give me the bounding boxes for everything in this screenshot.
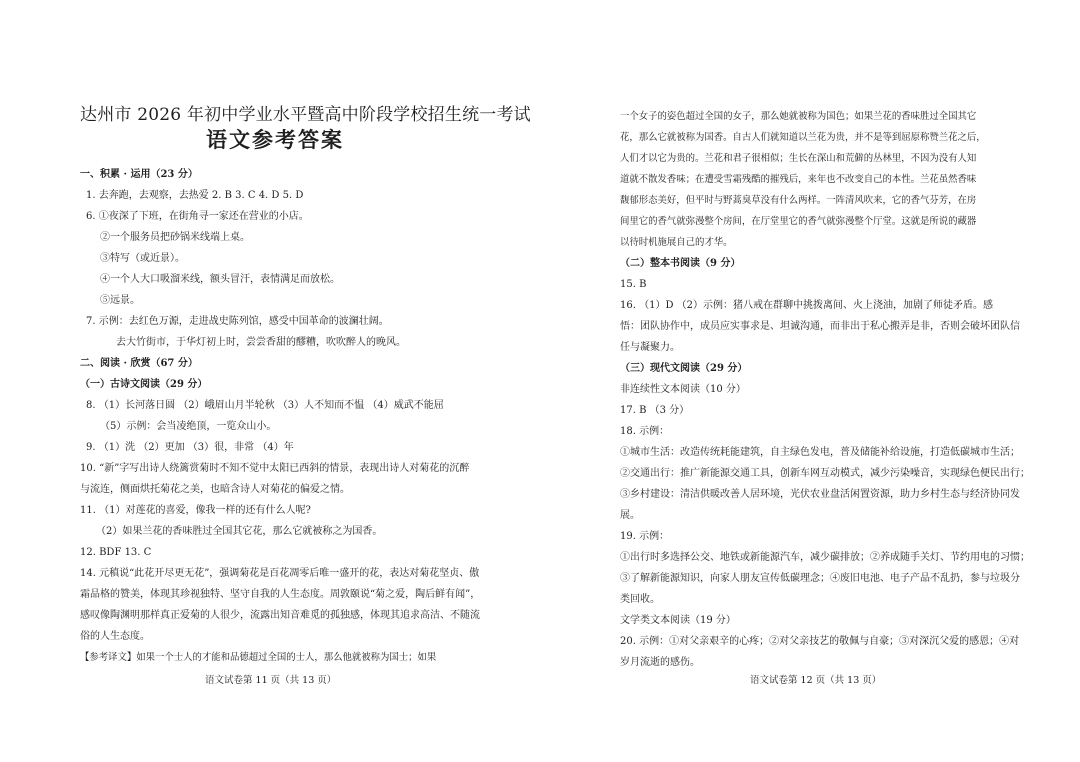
answer-line: 展。 <box>620 510 640 521</box>
answer-line: ③乡村建设：清洁供暖改善人居环境，光伏农业盘活闲置资源，助力乡村生态与经济协同发 <box>620 489 1020 500</box>
answer-line: 1. 去奔跑，去观察，去热爱 2. B 3. C 4. D 5. D <box>86 190 304 201</box>
translation-line: 道就不散发香味；在遭受雪霜残酷的摧残后，来年也不改变自己的本性。兰花虽然香味 <box>620 174 977 185</box>
subsection-heading: （三）现代文阅读（29 分） <box>620 363 748 374</box>
answer-key-title: 语文参考答案 <box>206 127 344 152</box>
answer-line: 9. （1）洗 （2）更加 （3）很，非常 （4）年 <box>86 442 294 453</box>
answer-line: 去大竹街市，于华灯初上时，尝尝香甜的醪糟，吹吹醉人的晚风。 <box>116 337 406 348</box>
page-footer: 语文试卷第 11 页（共 13 页） <box>205 675 337 686</box>
exam-title: 达州市 2026 年初中学业水平暨高中阶段学校招生统一考试 <box>80 105 531 125</box>
subsection-heading: （二）整本书阅读（9 分） <box>620 258 741 269</box>
answer-line: 16. （1）D （2）示例：猪八戒在群聊中挑拨离间、火上浇油，加剧了师徒矛盾。感 <box>620 300 994 311</box>
answer-line: ②交通出行：推广新能源交通工具，创新车网互动模式，减少污染噪音，实现绿色便民出行； <box>620 468 1030 479</box>
translation-line: 一个女子的姿色超过全国的女子，那么她就被称为国色；如果兰花的香味胜过全国其它 <box>620 111 977 122</box>
answer-line: ①出行时多选择公交、地铁或新能源汽车，减少碳排放；②养成随手关灯、节约用电的习惯； <box>620 552 1030 563</box>
answer-line: 悟：团队协作中，成员应实事求是、坦诚沟通，而非出于私心搬弄是非，否则会破坏团队信 <box>620 321 1020 332</box>
answer-line: 19. 示例： <box>620 531 670 542</box>
answer-line: 文学类文本阅读（19 分） <box>620 615 736 626</box>
answer-line: ④一个人大口吸溜米线，额头冒汗，表情满足而放松。 <box>100 274 340 285</box>
answer-line: ③特写（或近景）。 <box>100 253 185 264</box>
answer-line: 非连续性文本阅读（10 分） <box>620 384 746 395</box>
right-page <box>540 0 1080 762</box>
answer-line: 12. BDF 13. C <box>80 547 152 558</box>
answer-line: 任与凝聚力。 <box>620 342 680 353</box>
answer-line: 20. 示例：①对父亲艰辛的心疼；②对父亲技艺的敬佩与自豪；③对深沉父爱的感恩；④对 <box>620 636 1020 647</box>
answer-line: 11. （1）对莲花的喜爱，像我一样的还有什么人呢? <box>80 505 311 516</box>
answer-line: 与流连，侧面烘托菊花之美，也暗含诗人对菊花的偏爱之情。 <box>80 484 350 495</box>
translation-line: 以待时机施展自己的才华。 <box>620 237 733 248</box>
answer-line: 6. ①夜深了下班，在街角寻一家还在营业的小店。 <box>86 211 309 222</box>
section-heading: 一、积累 · 运用（23 分） <box>80 169 198 180</box>
answer-line: 俗的人生态度。 <box>80 631 150 642</box>
answer-line: 类回收。 <box>620 594 660 605</box>
answer-line: 岁月流逝的感伤。 <box>620 657 700 668</box>
page-footer: 语文试卷第 12 页（共 13 页） <box>750 675 882 686</box>
answer-line: （2）如果兰花的香味胜过全国其它花，那么它就被称之为国香。 <box>96 526 383 537</box>
subsection-heading: （一）古诗文阅读（29 分） <box>80 379 208 390</box>
answer-line: 18. 示例： <box>620 426 670 437</box>
translation-line: 间里它的香气就弥漫整个房间，在厅堂里它的香气就弥漫整个厅堂。这就是所说的藏器 <box>620 216 977 227</box>
answer-line: 15. B <box>620 279 647 290</box>
answer-line: 7. 示例：去红色万源，走进战史陈列馆，感受中国革命的波澜壮阔。 <box>86 316 389 327</box>
section-heading: 二、阅读 · 欣赏（67 分） <box>80 358 198 369</box>
answer-line: 8. （1）长河落日圆 （2）峨眉山月半轮秋 （3）人不知而不愠 （4）威武不能屈 <box>86 400 444 411</box>
translation-line: 馥郁形态美好，但平时与野蒿臭草没有什么两样。一阵清风吹来，它的香气芬芳，在房 <box>620 195 977 206</box>
answer-line: （5）示例：会当凌绝顶，一览众山小。 <box>100 421 277 432</box>
answer-line: 感叹像陶渊明那样真正爱菊的人很少，流露出知音难觅的孤独感，体现其追求高洁、不随流 <box>80 610 480 621</box>
translation-line: 【参考译文】如果一个士人的才能和品德超过全国的士人，那么他就被称为国士；如果 <box>80 652 437 663</box>
answer-line: 14. 元稹说“此花开尽更无花”，强调菊花是百花凋零后唯一盛开的花，表达对菊花坚贞、傲 <box>80 568 480 579</box>
translation-line: 人们才以它为贵的。兰花和君子很相似；生长在深山和荒僻的丛林里，不因为没有人知 <box>620 153 977 164</box>
answer-line: 10. “新”字写出诗人绕篱赏菊时不知不觉中太阳已西斜的情景，表现出诗人对菊花的沉醉 <box>80 463 470 474</box>
answer-line: ①城市生活：改造传统耗能建筑，自主绿色发电，普及储能补给设施，打造低碳城市生活； <box>620 447 1020 458</box>
answer-line: ⑤远景。 <box>100 295 140 306</box>
answer-line: 霜品格的赞美，体现其珍视独特、坚守自我的人生态度。周敦颐说“菊之爱，陶后鲜有闻”， <box>80 589 481 600</box>
answer-line: 17. B （3 分） <box>620 405 690 416</box>
translation-line: 花，那么它就被称为国香。自古人们就知道以兰花为贵，并不是等到屈原称赞兰花之后， <box>620 132 986 143</box>
answer-line: ②一个服务员把砂锅米线端上桌。 <box>100 232 250 243</box>
answer-line: ③了解新能源知识，向家人朋友宣传低碳理念；④废旧电池、电子产品不乱扔，参与垃圾分 <box>620 573 1020 584</box>
